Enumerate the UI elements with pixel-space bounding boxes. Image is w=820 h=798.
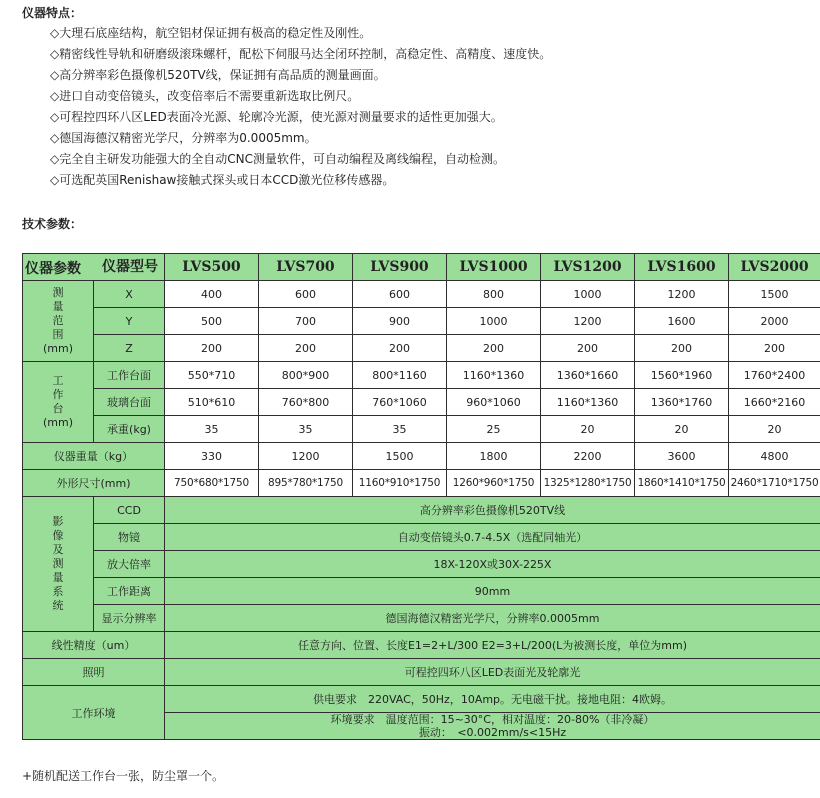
row-label: 承重(kg) xyxy=(94,416,165,443)
value-cell: 35 xyxy=(165,416,259,443)
model-header: LVS1000 xyxy=(447,254,541,281)
value-cell: 20 xyxy=(729,416,820,443)
model-header: LVS1200 xyxy=(541,254,635,281)
imaging-row-magnification xyxy=(23,551,820,578)
feature-item: ◇高分辨率彩色摄像机520TV线，保证拥有高品质的测量画面。 xyxy=(50,68,386,82)
value-cell: 1500 xyxy=(353,443,447,470)
feature-item: ◇可程控四环八区LED表面冷光源、轮廓冷光源，使光源对测量要求的适性更加强大。 xyxy=(50,110,503,124)
corner-model-label: 仪器型号 xyxy=(102,259,158,275)
range-group-cell xyxy=(23,281,94,362)
worktable-row-load xyxy=(23,416,820,443)
value-cell: 20 xyxy=(635,416,729,443)
value-cell: 1325*1280*1750 xyxy=(541,470,635,497)
value-cell: 400 xyxy=(165,281,259,308)
row-label: Z xyxy=(94,335,165,362)
row-label: 玻璃台面 xyxy=(94,389,165,416)
value-cell: 1000 xyxy=(541,281,635,308)
value-cell: 760*800 xyxy=(259,389,353,416)
value-cell: 1800 xyxy=(447,443,541,470)
value-cell: 3600 xyxy=(635,443,729,470)
merged-value-cell: 德国海德汉精密光学尺，分辨率0.0005mm xyxy=(165,605,820,632)
features-title: 仪器特点： xyxy=(22,6,83,20)
value-cell: 35 xyxy=(353,416,447,443)
value-cell: 895*780*1750 xyxy=(259,470,353,497)
value-cell: 2200 xyxy=(541,443,635,470)
value-cell: 1560*1960 xyxy=(635,362,729,389)
value-cell: 1160*1360 xyxy=(447,362,541,389)
row-label: 放大倍率 xyxy=(94,551,165,578)
value-cell: 200 xyxy=(729,335,820,362)
model-header: LVS700 xyxy=(259,254,353,281)
value-cell: 1760*2400 xyxy=(729,362,820,389)
value-cell: 330 xyxy=(165,443,259,470)
value-cell: 1600 xyxy=(635,308,729,335)
header-row xyxy=(23,254,820,281)
imaging-group-cell xyxy=(23,497,94,632)
worktable-unit-label: (mm) xyxy=(42,416,73,429)
spec-table xyxy=(22,253,820,740)
range-row-z xyxy=(23,335,820,362)
value-cell: 600 xyxy=(353,281,447,308)
value-cell: 1360*1760 xyxy=(635,389,729,416)
value-cell: 1200 xyxy=(635,281,729,308)
row-label: 线性精度（um） xyxy=(23,632,165,659)
specs-title: 技术参数： xyxy=(22,217,83,231)
value-cell: 760*1060 xyxy=(353,389,447,416)
value-cell: 1360*1660 xyxy=(541,362,635,389)
feature-item: ◇可选配英国Renishaw接触式探头或日本CCD激光位移传感器。 xyxy=(50,173,395,187)
row-label: 工作台面 xyxy=(94,362,165,389)
feature-item: ◇大理石底座结构，航空铝材保证拥有极高的稳定性及刚性。 xyxy=(50,26,372,40)
value-cell: 1260*960*1750 xyxy=(447,470,541,497)
range-row-x xyxy=(23,281,820,308)
value-cell: 1160*910*1750 xyxy=(353,470,447,497)
features-list xyxy=(50,23,551,191)
weight-row xyxy=(23,443,820,470)
lighting-row xyxy=(23,659,820,686)
merged-value-cell: 90mm xyxy=(165,578,820,605)
merged-value-cell xyxy=(165,713,820,740)
feature-item: ◇德国海德汉精密光学尺，分辨率为0.0005mm。 xyxy=(50,131,317,145)
row-label: 物镜 xyxy=(94,524,165,551)
value-cell: 510*610 xyxy=(165,389,259,416)
merged-value-cell: 可程控四环八区LED表面光及轮廓光 xyxy=(165,659,820,686)
value-cell: 800*1160 xyxy=(353,362,447,389)
value-cell: 700 xyxy=(259,308,353,335)
value-cell: 2460*1710*1750 xyxy=(729,470,820,497)
value-cell: 900 xyxy=(353,308,447,335)
model-header: LVS500 xyxy=(165,254,259,281)
value-cell: 2000 xyxy=(729,308,820,335)
value-cell: 800 xyxy=(447,281,541,308)
corner-param-label: 仪器参数 xyxy=(25,261,81,277)
row-label: X xyxy=(94,281,165,308)
row-label: 外形尺寸(mm) xyxy=(23,470,165,497)
value-cell: 200 xyxy=(259,335,353,362)
environment-row-power xyxy=(23,686,820,713)
value-cell: 35 xyxy=(259,416,353,443)
range-unit-label: (mm) xyxy=(42,342,73,355)
worktable-row-surface xyxy=(23,362,820,389)
row-label: 照明 xyxy=(23,659,165,686)
value-cell: 1200 xyxy=(541,308,635,335)
value-cell: 550*710 xyxy=(165,362,259,389)
value-cell: 1200 xyxy=(259,443,353,470)
row-label: 仪器重量（kg） xyxy=(23,443,165,470)
value-cell: 200 xyxy=(447,335,541,362)
range-row-y xyxy=(23,308,820,335)
merged-value-cell: 任意方向、位置、长度E1=2+L/300 E2=3+L/200(L为被测长度，单位为mm) xyxy=(165,632,820,659)
imaging-row-resolution xyxy=(23,605,820,632)
range-group-label: 测量范围 xyxy=(52,286,64,341)
merged-value-cell: 自动变倍镜头0.7-4.5X（选配同轴光） xyxy=(165,524,820,551)
model-header: LVS900 xyxy=(353,254,447,281)
value-cell: 1500 xyxy=(729,281,820,308)
value-cell: 200 xyxy=(541,335,635,362)
row-label: 工作距离 xyxy=(94,578,165,605)
value-cell: 1000 xyxy=(447,308,541,335)
merged-value-cell: 高分辨率彩色摄像机520TV线 xyxy=(165,497,820,524)
corner-cell xyxy=(23,254,165,281)
feature-item: ◇完全自主研发功能强大的全自动CNC测量软件，可自动编程及离线编程，自动检测。 xyxy=(50,152,505,166)
worktable-group-label: 工作台 xyxy=(52,374,64,415)
accuracy-row xyxy=(23,632,820,659)
value-cell: 960*1060 xyxy=(447,389,541,416)
imaging-group-label: 影像及测量系统 xyxy=(52,515,64,612)
env-line: 振动： <0.002mm/s<15Hz xyxy=(418,726,567,739)
worktable-group-cell xyxy=(23,362,94,443)
row-label: CCD xyxy=(94,497,165,524)
feature-item: ◇精密线性导轨和研磨级滚珠螺杆，配松下伺服马达全闭环控制，高稳定性、高精度、速度快。 xyxy=(50,47,552,61)
merged-value-cell: 供电要求 220VAC，50Hz，10Amp。无电磁干扰。接地电阻：4欧姆。 xyxy=(165,686,820,713)
value-cell: 500 xyxy=(165,308,259,335)
value-cell: 200 xyxy=(635,335,729,362)
value-cell: 25 xyxy=(447,416,541,443)
row-label: 工作环境 xyxy=(23,686,165,740)
footer-note: +随机配送工作台一张，防尘罩一个。 xyxy=(22,769,225,783)
value-cell: 600 xyxy=(259,281,353,308)
worktable-row-glass xyxy=(23,389,820,416)
dimensions-row xyxy=(23,470,820,497)
value-cell: 1160*1360 xyxy=(541,389,635,416)
model-header: LVS2000 xyxy=(729,254,820,281)
merged-value-cell: 18X-120X或30X-225X xyxy=(165,551,820,578)
value-cell: 1860*1410*1750 xyxy=(635,470,729,497)
env-line: 环境要求 温度范围：15~30°C，相对温度：20-80%（非冷凝） xyxy=(330,713,655,726)
value-cell: 750*680*1750 xyxy=(165,470,259,497)
value-cell: 20 xyxy=(541,416,635,443)
value-cell: 200 xyxy=(165,335,259,362)
value-cell: 800*900 xyxy=(259,362,353,389)
imaging-row-ccd xyxy=(23,497,820,524)
row-label: Y xyxy=(94,308,165,335)
model-header: LVS1600 xyxy=(635,254,729,281)
value-cell: 4800 xyxy=(729,443,820,470)
value-cell: 1660*2160 xyxy=(729,389,820,416)
imaging-row-distance xyxy=(23,578,820,605)
row-label: 显示分辨率 xyxy=(94,605,165,632)
imaging-row-lens xyxy=(23,524,820,551)
value-cell: 200 xyxy=(353,335,447,362)
feature-item: ◇进口自动变倍镜头，改变倍率后不需要重新选取比例尺。 xyxy=(50,89,360,103)
